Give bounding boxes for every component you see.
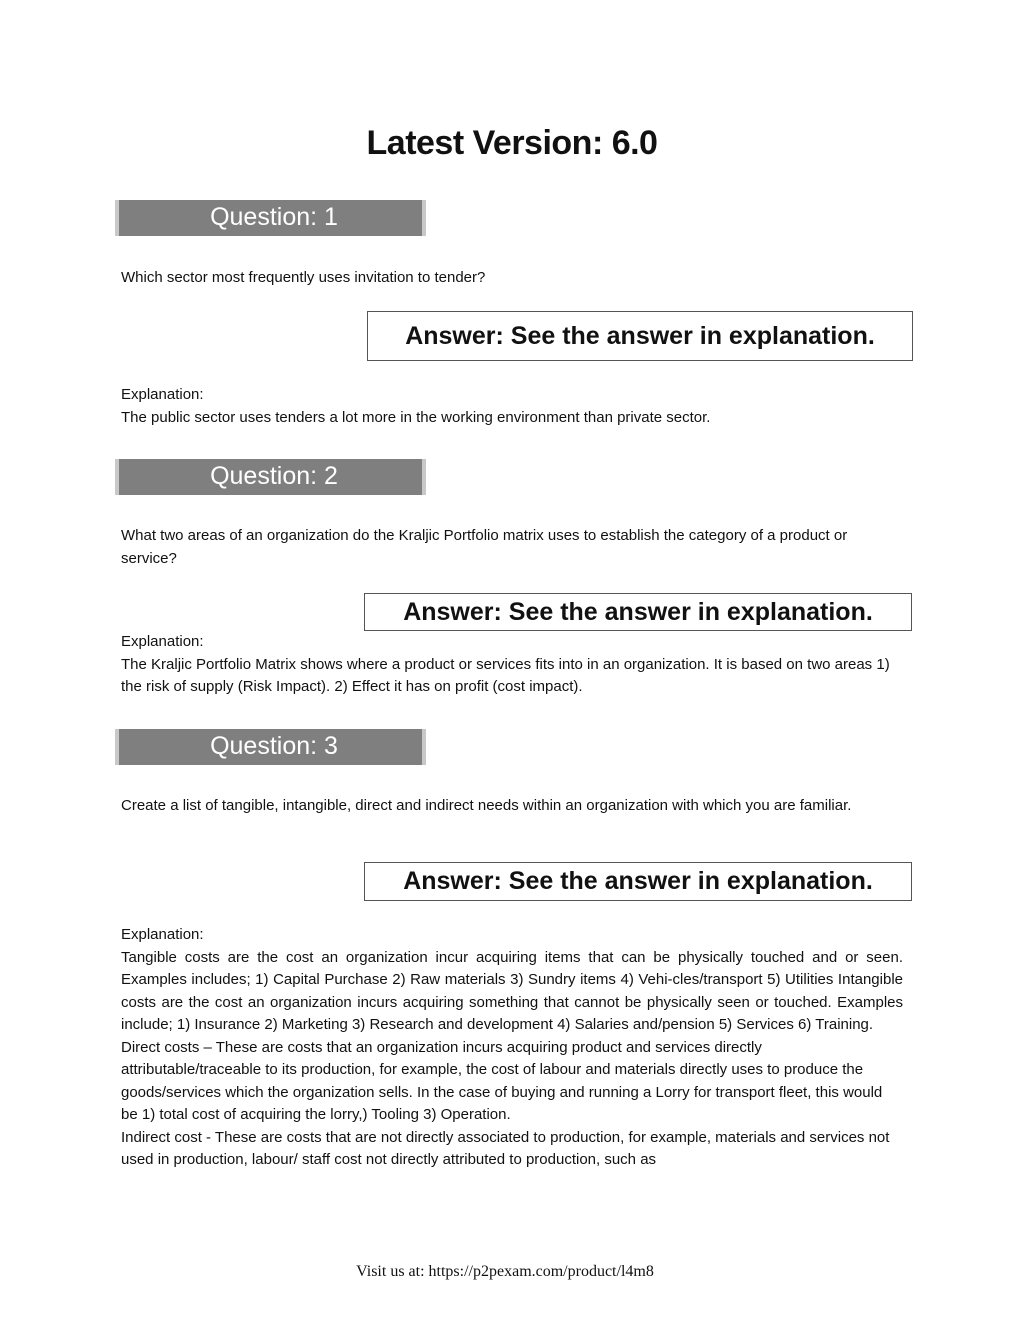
answer-3-label: Answer: See the answer in explanation.	[403, 867, 873, 895]
explanation-3-tangible: Tangible costs are the cost an organization incur acquiring items that can be physically touched and or seen. Examples includes; 1) Capital Purchase 2) Raw materials 3) Sundry items 4) Vehi-cles/transport 5) Utilities Intangible costs are the cost an organization incurs acquiring something that cannot be physically seen or touched. Examples include; 1) Insurance 2) Marketing 3) Research and development 4) Salaries and/pension 5) Services 6) Training.	[121, 948, 903, 1033]
question-2-label: Question: 2	[210, 462, 338, 490]
answer-1-box	[367, 311, 913, 361]
explanation-2-label: Explanation:	[121, 633, 204, 650]
explanation-3-direct: Direct costs – These are costs that an organization incurs acquiring product and services directly attributable/traceable to its production, for example, the cost of labour and materials directly uses to produce the goods/services which the organization sells. In the case of buying and running a Lorry for transport fleet, this would be 1) total cost of acquiring the lorry,) Tooling 3) Operation.	[121, 1038, 883, 1123]
explanation-1-label: Explanation:	[121, 386, 204, 403]
answer-2-label: Answer: See the answer in explanation.	[403, 598, 873, 626]
answer-3-box	[364, 862, 912, 901]
explanation-1	[121, 384, 903, 429]
question-3-label: Question: 3	[210, 732, 338, 760]
question-1-text: Which sector most frequently uses invitation to tender?	[121, 269, 486, 286]
page-title: Latest Version: 6.0	[366, 124, 658, 162]
explanation-2	[121, 631, 903, 699]
question-1-label: Question: 1	[210, 203, 338, 231]
question-2-header	[115, 459, 426, 495]
explanation-3-indirect: Indirect cost - These are costs that are not directly associated to production, for example, materials and services not used in production, labour/ staff cost not directly attributed to production, such as	[121, 1128, 890, 1168]
question-3-header	[115, 729, 426, 765]
explanation-1-text: The public sector uses tenders a lot more in the working environment than private sector.	[121, 408, 711, 426]
question-1-header	[115, 200, 426, 236]
footer-link[interactable]: Visit us at: https://p2pexam.com/product/l4m8	[356, 1263, 654, 1280]
answer-1-label: Answer: See the answer in explanation.	[405, 322, 875, 350]
explanation-2-text: The Kraljic Portfolio Matrix shows where a product or services fits into in an organization. It is based on two areas 1) the risk of supply (Risk Impact). 2) Effect it has on profit (cost impact).	[121, 655, 890, 695]
explanation-3-label: Explanation:	[121, 926, 204, 943]
answer-2-box	[364, 593, 912, 631]
question-2-text: What two areas of an organization do the Kraljic Portfolio matrix uses to establish the category of a product or service?	[121, 527, 848, 567]
explanation-3	[121, 924, 903, 1172]
question-3-text: Create a list of tangible, intangible, direct and indirect needs within an organization with which you are familiar.	[121, 797, 852, 814]
